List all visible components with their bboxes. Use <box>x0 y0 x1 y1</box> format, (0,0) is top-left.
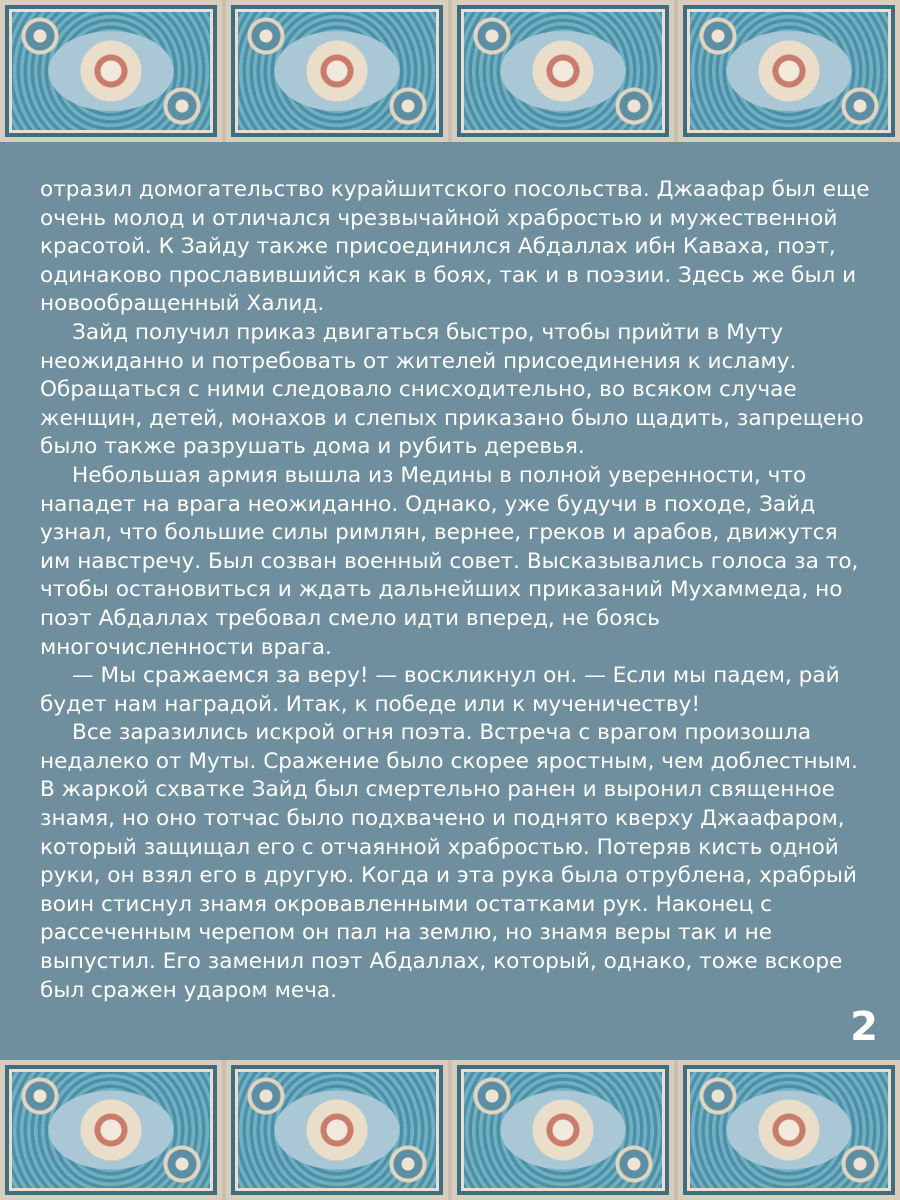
paragraph: — Мы сражаемся за веру! — воскликнул он. — Если мы падем, рай будет нам наградой. Итак, к победе или к мученичеству! <box>40 663 840 717</box>
carpet-ornament-image <box>226 1060 448 1200</box>
carpet-ornament-image <box>0 0 222 142</box>
ornamental-border-bottom <box>0 1060 900 1200</box>
paragraph: Зайд получил приказ двигаться быстро, чтобы прийти в Муту неожиданно и потребовать от жителей присоединения к исламу. Обращаться с ними следовало снисходительно, во всяком случае женщин, детей, монахов и слепых приказано было щадить, запрещено было также разрушать дома и рубить деревья. <box>40 319 864 460</box>
paragraph: Все заразились искрой огня поэта. Встреча с врагом произошла недалеко от Муты. Сражение было скорее яростным, чем доблестным. В жаркой схватке Зайд был смертельно ранен и выронил священное знамя, но оно тотчас было подхвачено и поднято кверху Джаафаром, который защищал его с отчаянной храбростью. Потеряв кисть одной руки, он взял его в другую. Когда и эта рука была отрублена, храбрый воин стиснул знамя окровавленными остатками рук. Наконец с рассеченным черепом он пал на землю, но знамя веры так и не выпустил. Его заменил поэт Абдаллах, который, однако, тоже вскоре был сражен ударом меча. <box>40 720 858 1003</box>
carpet-ornament-image <box>0 1060 222 1200</box>
paragraph: отразил домогательство курайшитского посольства. Джаафар был еще очень молод и отличался чрезвычайной храбростью и мужественной красотой. К Зайду также присоединился Абдаллах ибн Каваха, поэт, одинаково прославившийся как в боях, так и в поэзии. Здесь же был и новообращенный Халид. <box>40 177 870 317</box>
page-number: 2 <box>850 1004 878 1050</box>
paragraph: Небольшая армия вышла из Медины в полной уверенности, что нападет на врага неожиданно. Однако, уже будучи в походе, Зайд узнал, что большие силы римлян, вернее, греков и арабов, движутся им навстречу. Был созван военный совет. Высказывались голоса за то, чтобы остановиться и ждать дальнейших приказаний Мухаммеда, но поэт Абдаллах требовал смело идти вперед, не боясь многочисленности врага. <box>40 462 859 660</box>
carpet-ornament-image <box>226 0 448 142</box>
carpet-ornament-image <box>678 1060 900 1200</box>
page-body-text <box>40 176 870 1005</box>
carpet-ornament-image <box>452 0 674 142</box>
carpet-ornament-image <box>452 1060 674 1200</box>
carpet-ornament-image <box>678 0 900 142</box>
ornamental-border-top <box>0 0 900 142</box>
